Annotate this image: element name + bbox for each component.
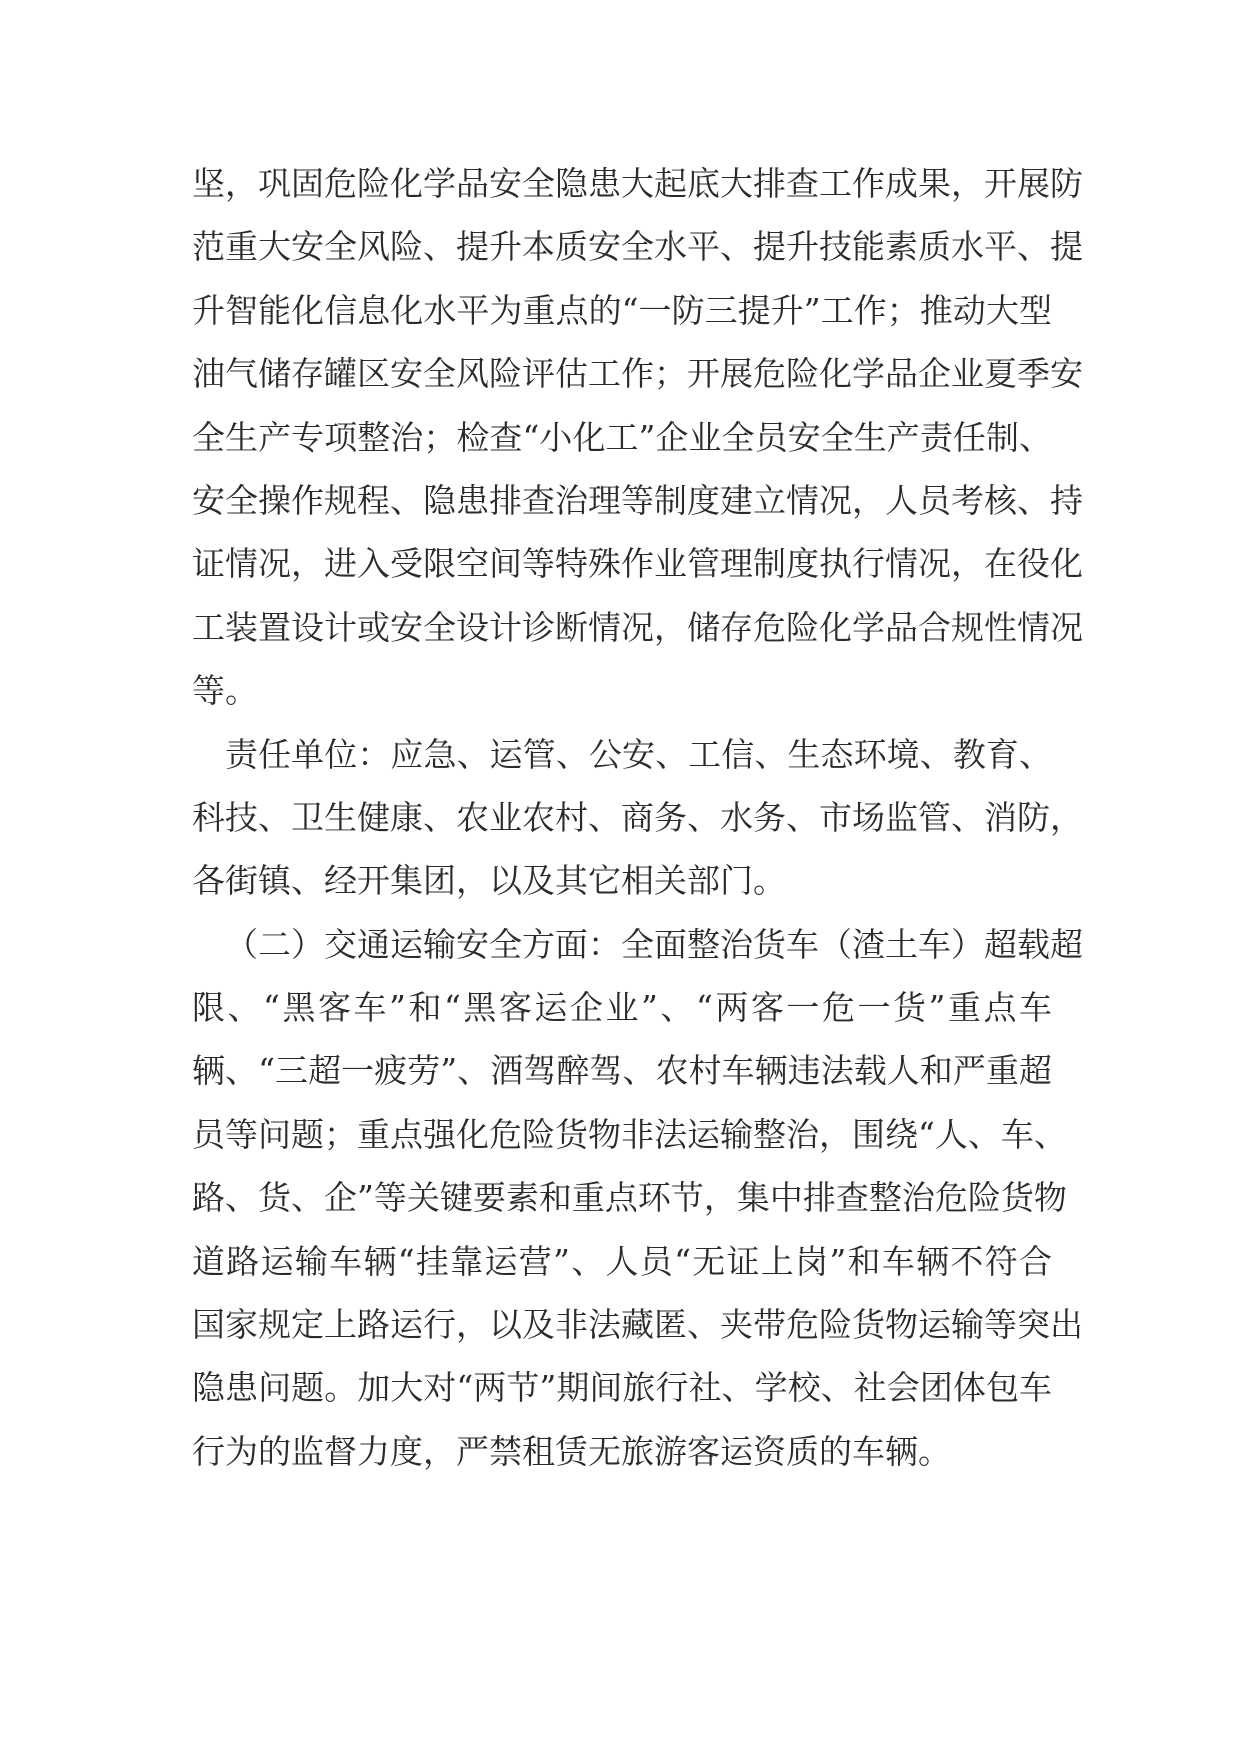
document-body bbox=[192, 152, 1083, 1483]
text-line: 国家规定上路运行，以及非法藏匿、夹带危险货物运输等突出 bbox=[192, 1305, 1083, 1345]
text-line: 路、货、企”等关键要素和重点环节，集中排查整治危险货物 bbox=[192, 1178, 1067, 1218]
text-line: 道路运输车辆“挂靠运营”、人员“无证上岗”和车辆不符合 bbox=[192, 1241, 1052, 1281]
paragraph-responsible-units bbox=[192, 723, 1083, 913]
text-line: 证情况，进入受限空间等特殊作业管理制度执行情况，在役化 bbox=[192, 544, 1083, 584]
text-line: 员等问题；重点强化危险货物非法运输整治，围绕“人、车、 bbox=[192, 1114, 1067, 1154]
text-line: （二）交通运输安全方面：全面整治货车（渣土车）超载超 bbox=[225, 924, 1083, 964]
text-line: 全生产专项整治；检查“小化工”企业全员安全生产责任制、 bbox=[192, 417, 1052, 457]
text-line: 限、“黑客车”和“黑客运企业”、“两客一危一货”重点车 bbox=[192, 988, 1052, 1028]
text-line: 坚，巩固危险化学品安全隐患大起底大排查工作成果，开展防 bbox=[192, 164, 1083, 203]
text-line: 行为的监督力度，严禁租赁无旅游客运资质的车辆。 bbox=[192, 1431, 951, 1471]
text-line: 等。 bbox=[192, 671, 258, 711]
paragraph-traffic-safety bbox=[192, 913, 1083, 1484]
text-line: 辆、“三超一疲劳”、酒驾醉驾、农村车辆违法载人和严重超 bbox=[192, 1051, 1052, 1091]
paragraph-hazardous-chemicals bbox=[192, 152, 1083, 723]
text-line: 责任单位：应急、运管、公安、工信、生态环境、教育、 bbox=[225, 734, 1052, 774]
text-line: 安全操作规程、隐患排查治理等制度建立情况，人员考核、持 bbox=[192, 480, 1083, 520]
text-line: 科技、卫生健康、农业农村、商务、水务、市场监管、消防， bbox=[192, 797, 1083, 837]
text-line: 各街镇、经开集团，以及其它相关部门。 bbox=[192, 861, 786, 901]
text-line: 升智能化信息化水平为重点的“一防三提升”工作；推动大型 bbox=[192, 290, 1052, 330]
text-line: 范重大安全风险、提升本质安全水平、提升技能素质水平、提 bbox=[192, 227, 1083, 267]
text-line: 隐患问题。加大对“两节”期间旅行社、学校、社会团体包车 bbox=[192, 1368, 1052, 1408]
text-line: 工装置设计或安全设计诊断情况，储存危险化学品合规性情况 bbox=[192, 607, 1083, 647]
text-line: 油气储存罐区安全风险评估工作；开展危险化学品企业夏季安 bbox=[192, 354, 1083, 394]
